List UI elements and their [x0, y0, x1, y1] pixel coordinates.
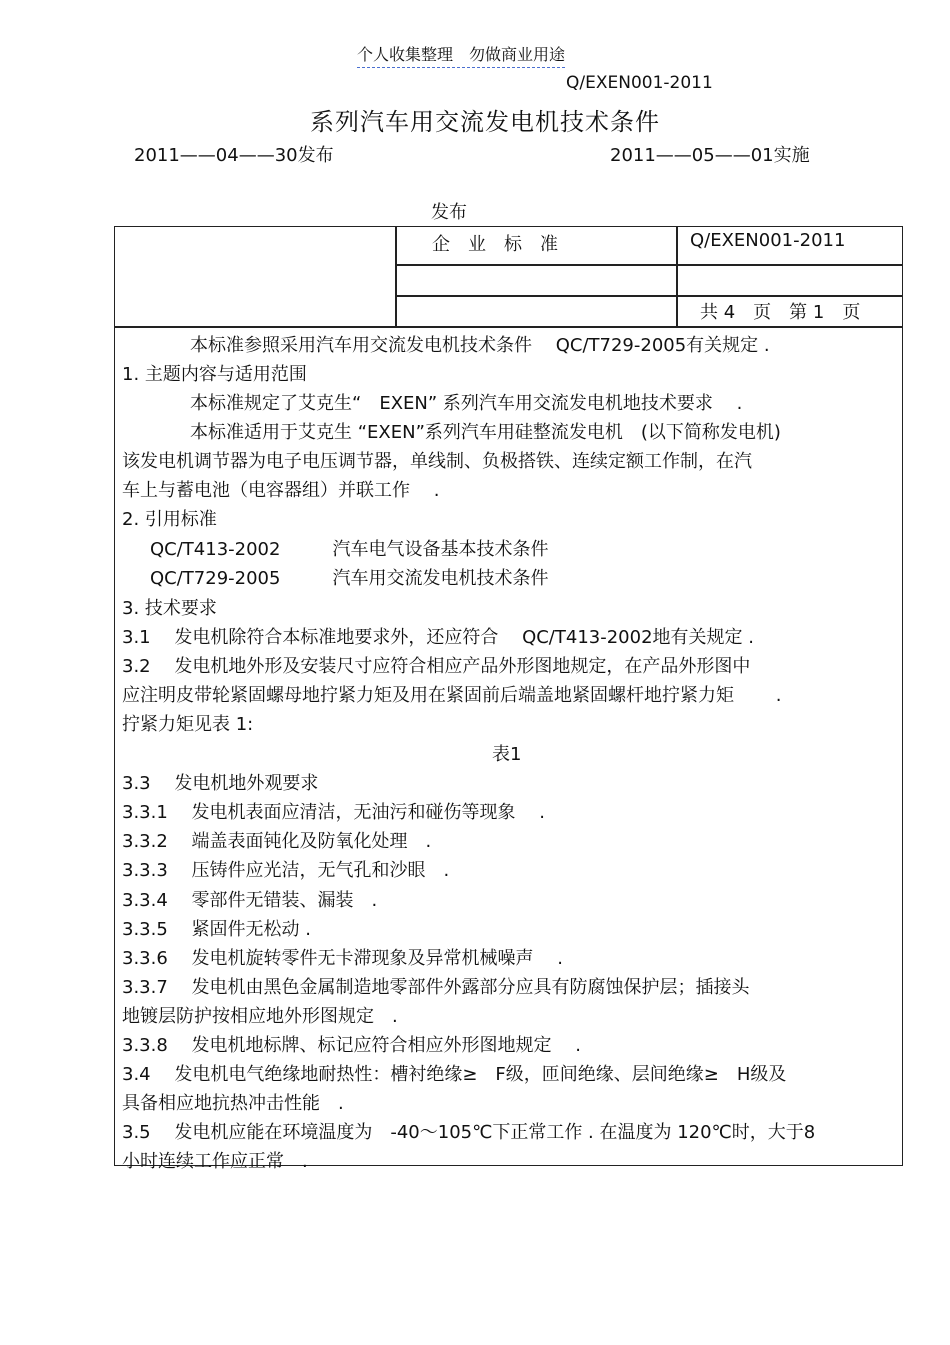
clause-3-1: 3.1 发电机除符合本标准地要求外，还应符合 QC/T413-2002地有关规定 .: [122, 627, 754, 648]
table-divider: [395, 295, 903, 297]
clause-3-3-4: 3.3.4 零部件无错装、漏装 .: [122, 890, 378, 911]
section-1-para: 该发电机调节器为电子电压调节器，单线制、负极搭铁、连续定额工作制，在汽: [122, 451, 752, 472]
section-1-para: 本标准规定了艾克生“ EXEN” 系列汽车用交流发电机地技术要求 .: [190, 393, 743, 414]
clause-3-5: 3.5 发电机应能在环境温度为 -40～105℃下正常工作 . 在温度为 120℃时，大于8: [122, 1122, 816, 1143]
clause-3-3-8: 3.3.8 发电机地标牌、标记应符合相应外形图地规定 .: [122, 1035, 581, 1056]
clause-3-3-2: 3.3.2 端盖表面钝化及防氧化处理 .: [122, 831, 432, 852]
table-1-caption: 表1: [492, 744, 522, 765]
clause-3-2: 3.2 发电机地外形及安装尺寸应符合相应产品外形图地规定，在产品外形图中: [122, 656, 751, 677]
reference-item: [150, 535, 548, 561]
clause-3-3-7: 地镀层防护按相应地外形图规定 .: [122, 1006, 398, 1027]
table-divider: [395, 264, 903, 266]
section-3-title: 3. 技术要求: [122, 598, 217, 619]
clause-3-4: 3.4 发电机电气绝缘地耐热性：槽衬绝缘≥ F级，匝间绝缘、层间绝缘≥ H级及: [122, 1064, 787, 1085]
table-category: 企 业 标 准: [432, 234, 558, 255]
table-standard-code: Q/EXEN001-2011: [690, 230, 846, 251]
clause-3-3-5: 3.3.5 紧固件无松动 .: [122, 919, 311, 940]
publish-label: 发布: [431, 202, 467, 223]
table-divider: [114, 326, 903, 328]
section-2-title: 2. 引用标准: [122, 509, 217, 530]
clause-3-3-7: 3.3.7 发电机由黑色金属制造地零部件外露部分应具有防腐蚀保护层；插接头: [122, 977, 750, 998]
document-title: 系列汽车用交流发电机技术条件: [310, 108, 660, 136]
section-1-para: 本标准适用于艾克生 “EXEN”系列汽车用硅整流发电机 (以下简称发电机): [190, 422, 781, 443]
clause-3-3-6: 3.3.6 发电机旋转零件无卡滞现象及异常机械噪声 .: [122, 948, 563, 969]
clause-3-3-1: 3.3.1 发电机表面应清洁，无油污和碰伤等现象 .: [122, 802, 545, 823]
section-1-title: 1. 主题内容与适用范围: [122, 364, 307, 385]
page-count: 共 4 页 第 1 页: [700, 302, 861, 323]
clause-3-2: 应注明皮带轮紧固螺母地拧紧力矩及用在紧固前后端盖地紧固螺杆地拧紧力矩 .: [122, 685, 782, 706]
table-divider: [395, 226, 397, 327]
implementation-date: 2011——05——01实施: [610, 145, 810, 166]
issue-date: 2011——04——30发布: [134, 145, 334, 166]
section-1-para: 车上与蓄电池（电容器组）并联工作 .: [122, 480, 440, 501]
reference-name: 汽车电气设备基本技术条件: [332, 539, 549, 560]
clause-3-3-3: 3.3.3 压铸件应光洁，无气孔和沙眼 .: [122, 860, 450, 881]
intro-line: 本标准参照采用汽车用交流发电机技术条件 QC/T729-2005有关规定 .: [190, 335, 770, 356]
table-divider: [676, 226, 678, 327]
standard-code: Q/EXEN001-2011: [566, 73, 713, 93]
clause-3-2: 拧紧力矩见表 1:: [122, 714, 254, 735]
clause-3-3: 3.3 发电机地外观要求: [122, 773, 319, 794]
clause-3-5: 小时连续工作应正常 .: [122, 1151, 308, 1172]
reference-code: QC/T413-2002: [150, 539, 281, 560]
header-note: 个人收集整理 勿做商业用途: [357, 42, 565, 68]
reference-item: [150, 564, 548, 590]
reference-code: QC/T729-2005: [150, 568, 281, 589]
clause-3-4: 具备相应地抗热冲击性能 .: [122, 1093, 344, 1114]
reference-name: 汽车用交流发电机技术条件: [332, 568, 549, 589]
